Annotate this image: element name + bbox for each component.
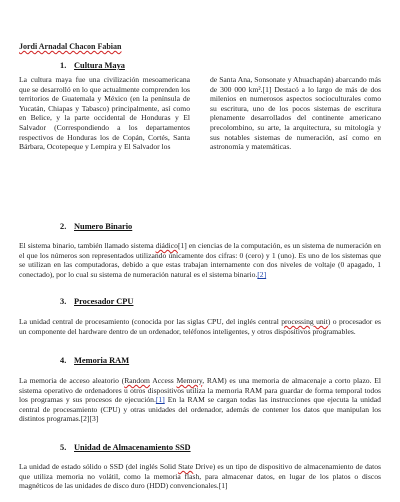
section-heading-unidad-ssd	[60, 443, 191, 453]
paragraph-text: Access	[149, 376, 177, 385]
spellcheck-word[interactable]: Memory	[176, 376, 203, 385]
spellcheck-word[interactable]: diádico	[155, 241, 178, 250]
paragraph-text: , RAM) es una memoria de almacenaje a corto plazo. El sistema operativo de ordenadores u otros dispositivos utiliza la memoria RAM para guardar de forma temporal todos los programas y sus procesos de ejecución.	[19, 376, 381, 405]
section-heading-numero-binario	[60, 222, 132, 232]
spellcheck-word[interactable]: State	[178, 462, 194, 471]
section-title: Numero Binario	[74, 222, 133, 231]
section-number: 4.	[60, 356, 67, 365]
citation-link[interactable]: [2]	[257, 269, 267, 279]
paragraph-text: ) o procesador es un componente del hardware dentro de un ordenador, teléfonos inteligentes, y otros dispositivos programables.	[19, 317, 381, 336]
section-title: Unidad de Almacenamiento SSD	[74, 443, 191, 452]
paragraph-unidad-ssd	[19, 462, 381, 491]
section-number: 1.	[60, 61, 67, 70]
paragraph-numero-binario	[19, 241, 381, 279]
paragraph-memoria-ram	[19, 376, 381, 424]
paragraph-column-left: La cultura maya fue una civilización mesoamericana que se desarrolló en lo que actualmente comprenden los territorios de Guatemala y México (en la península de Yucatán, Chiapas y Tabasco) principalmente, así como en Belice, y la parte occidental de Honduras y El Salvador (Correspondiendo a los departamentos respectivos de Honduras los de Copán, Cortés, Santa Bárbara, Ocotepeque y Lempira y El Salvador los	[19, 75, 190, 152]
two-column-block	[19, 75, 381, 203]
section-title: Cultura Maya	[74, 61, 125, 70]
paragraph-text: El sistema binario, también llamado sistema	[19, 241, 154, 250]
section-heading-procesador-cpu	[60, 297, 133, 307]
paragraph-procesador-cpu	[19, 317, 381, 336]
section-number: 5.	[60, 443, 67, 452]
paragraph-text: [1] en ciencias de la computación, es un sistema de numeración en el que los números son representados utilizando únicamente dos cifras: 0 (cero) y 1 (uno). Es uno de los sistemas que se utilizan en las computadoras, debido a que estas trabajan internamente con dos niveles de voltaje (0 apagado, 1 conectado), por lo cual su sistema de numeración natural es el sistema binario.	[19, 241, 381, 279]
paragraph-text: Drive) es un tipo de dispositivo de almacenamiento de datos que utiliza memoria no volátil, como la memoria flash, para almacenar datos, en lugar de los platos o discos magnéticos de las unidades de disco duro (HDD) convencionales.[1]	[19, 462, 381, 491]
paragraph-text: La unidad central de procesamiento (conocida por las siglas CPU, del inglés central	[19, 317, 279, 326]
paragraph-column-right: de Santa Ana, Sonsonate y Ahuachapán) abarcando más de 300 000 km².[1] Destacó a lo largo de más de dos milenios en numerosos aspectos socioculturales como su escritura, uno de los pocos sistemas de escritura plenamente desarrollados del continente americano precolombino, su arte, la arquitectura, su mitología y sus notables sistemas de numeración, así como en astronomía y matemáticas.	[210, 75, 381, 152]
citation-link[interactable]: [1]	[155, 395, 165, 405]
spellcheck-word[interactable]: Random	[124, 376, 150, 385]
author-name: Jordi Arnadal Chacon Fabian	[19, 42, 122, 51]
paragraph-text: En la RAM se cargan todas las instrucciones que ejecuta la unidad central de procesamiento (CPU) y otras unidades del ordenador, además de contener los datos que manipulan los distintos programas.[2][3]	[19, 395, 381, 424]
section-title: Procesador CPU	[74, 297, 134, 306]
section-heading-cultura-maya	[60, 61, 125, 71]
paragraph-text: La memoria de acceso aleatorio (	[19, 376, 125, 385]
paragraph-text: La unidad de estado sólido o SSD (del inglés Solid	[19, 462, 179, 471]
section-number: 2.	[60, 222, 67, 231]
section-title: Memoria RAM	[74, 356, 130, 365]
section-heading-memoria-ram	[60, 356, 129, 366]
spellcheck-phrase[interactable]: processing unit	[281, 317, 328, 326]
section-number: 3.	[60, 297, 67, 306]
